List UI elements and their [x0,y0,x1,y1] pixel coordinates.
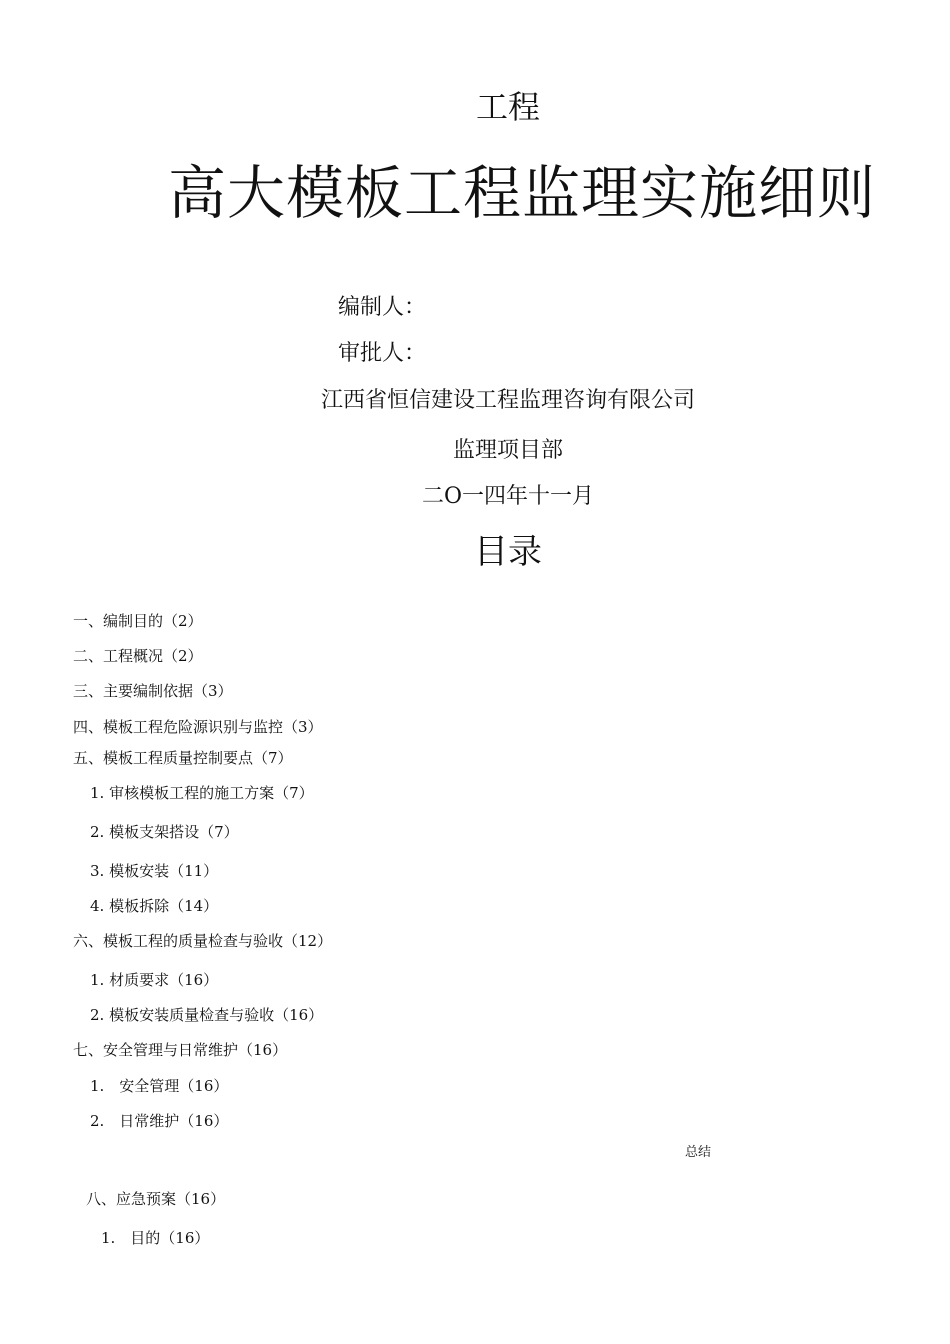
document-date: 二O一四年十一月 [421,484,595,509]
toc-title: 目录 [474,532,542,572]
cover-subtitle: 工程 [475,88,540,126]
toc-subitem: 2. 日常维护（16） [90,1112,229,1130]
toc-subitem: 4. 模板拆除（14） [90,897,219,915]
toc-item: 二、工程概况（2） [73,647,203,665]
compiler-label: 编制人： [338,295,427,320]
toc-subitem: 2. 模板安装质量检查与验收（16） [90,1006,324,1024]
toc-item: 四、模板工程危险源识别与监控（3） [73,718,323,736]
document-title: 高大模板工程监理实施细则 [168,159,877,227]
toc-item: 八、应急预案（16） [86,1190,226,1208]
company-name: 江西省恒信建设工程监理咨询有限公司 [320,388,695,413]
toc-subitem: 2. 模板支架搭设（7） [90,823,239,841]
toc-subitem: 1. 材质要求（16） [90,971,219,989]
toc-item: 六、模板工程的质量检查与验收（12） [73,932,333,950]
toc-item: 三、主要编制依据（3） [73,682,233,700]
toc-item: 一、编制目的（2） [73,612,203,630]
summary-mark: 总结 [685,1145,712,1160]
toc-item: 七、安全管理与日常维护（16） [73,1041,288,1059]
approver-label: 审批人： [338,341,427,366]
toc-subitem: 3. 模板安装（11） [90,862,219,880]
toc-subitem: 1. 审核模板工程的施工方案（7） [90,784,314,802]
toc-subitem: 1. 目的（16） [101,1229,210,1247]
toc-item: 五、模板工程质量控制要点（7） [73,749,293,767]
department-name: 监理项目部 [452,438,563,463]
toc-subitem: 1. 安全管理（16） [90,1077,229,1095]
